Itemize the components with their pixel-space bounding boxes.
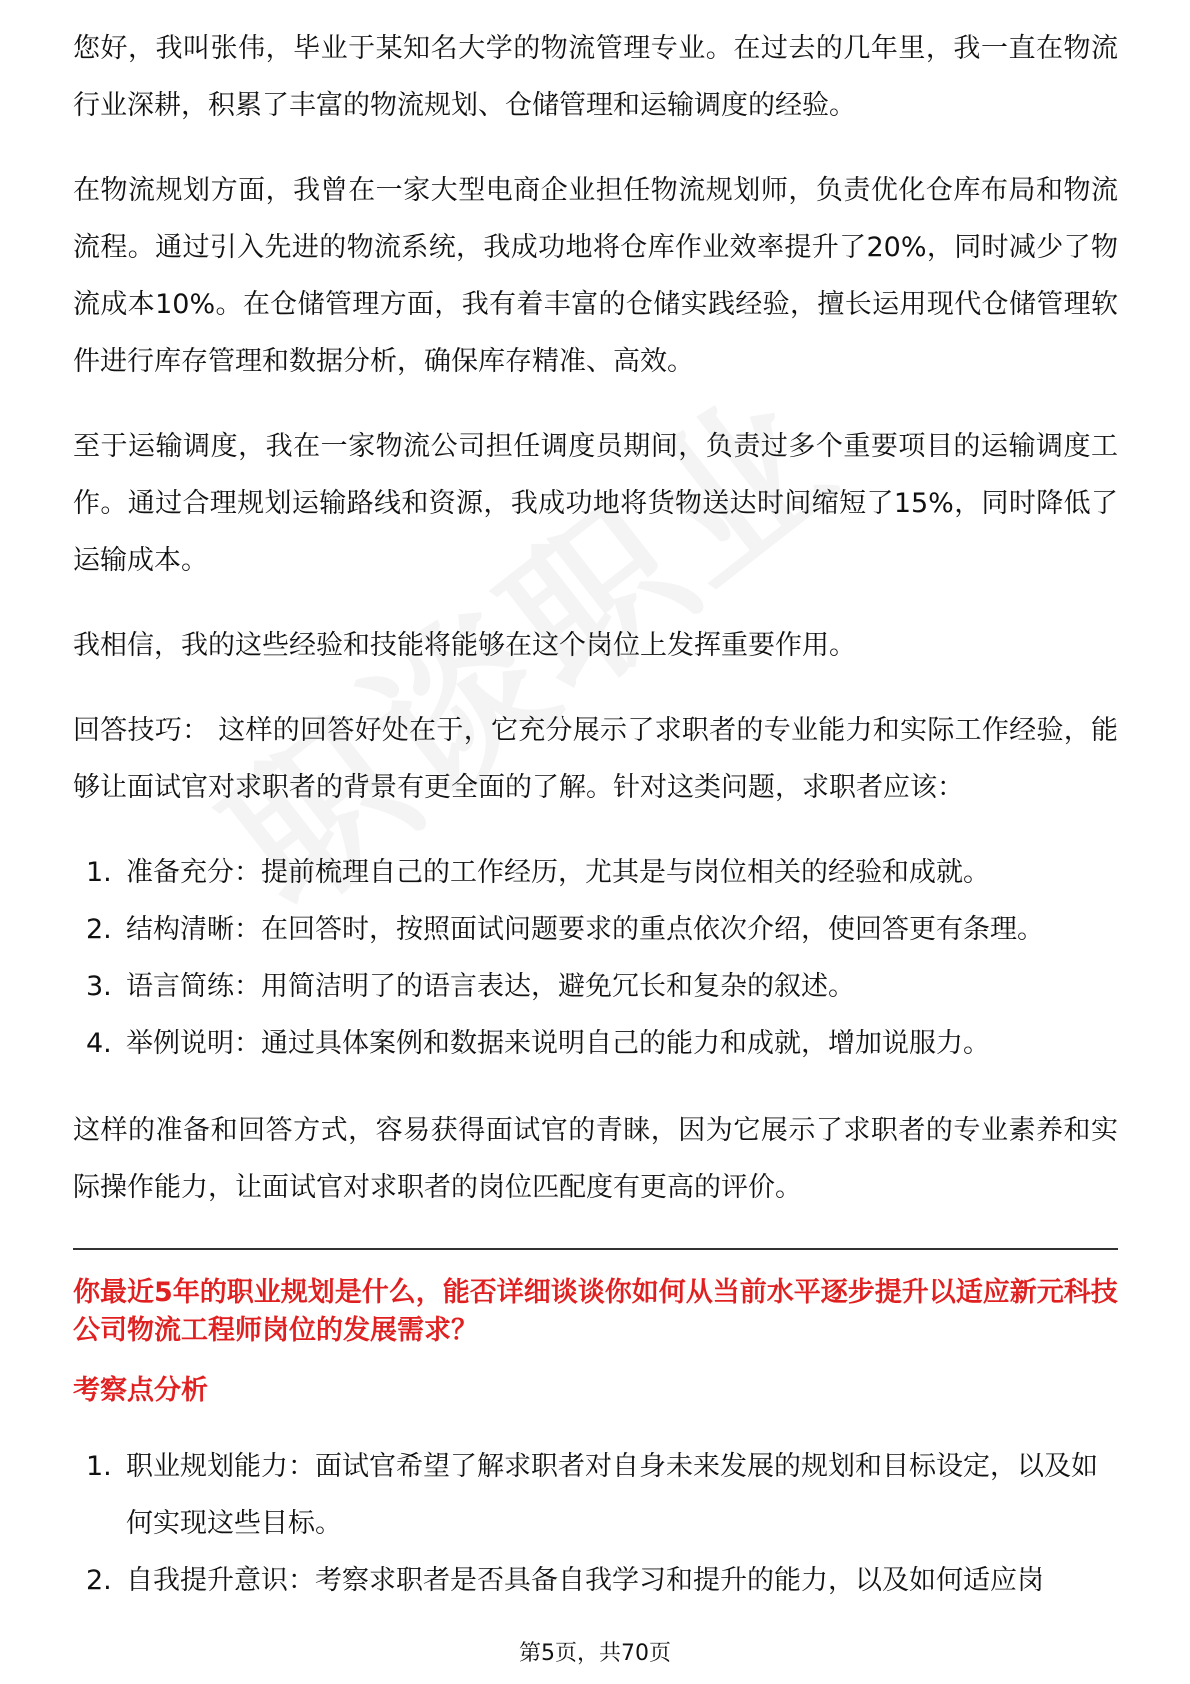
paragraph-intro: 您好，我叫张伟，毕业于某知名大学的物流管理专业。在过去的几年里，我一直在物流行业深耕，积累了丰富的物流规划、仓储管理和运输调度的经验。 (73, 33, 1118, 121)
list-item (73, 1552, 1118, 1609)
analysis-list (73, 1438, 1118, 1609)
list-number: 1. (86, 857, 112, 888)
list-number: 2. (86, 914, 112, 945)
analysis-title: 考察点分析 (73, 1375, 208, 1406)
list-text: 自我提升意识：考察求职者是否具备自我学习和提升的能力，以及如何适应岗 (126, 1565, 1044, 1596)
page-content (73, 32, 1118, 1639)
list-text: 举例说明：通过具体案例和数据来说明自己的能力和成就，增加说服力。 (126, 1028, 990, 1059)
list-text: 准备充分：提前梳理自己的工作经历，尤其是与岗位相关的经验和成就。 (126, 857, 990, 888)
list-number: 1. (86, 1451, 112, 1482)
paragraph-closing: 这样的准备和回答方式，容易获得面试官的青睐，因为它展示了求职者的专业素养和实际操作能力，让面试官对求职者的岗位匹配度有更高的评价。 (73, 1115, 1118, 1203)
list-text: 语言简练：用简洁明了的语言表达，避免冗长和复杂的叙述。 (126, 971, 855, 1002)
list-item (73, 1438, 1118, 1552)
list-number: 3. (86, 971, 112, 1002)
paragraph-belief: 我相信，我的这些经验和技能将能够在这个岗位上发挥重要作用。 (73, 630, 856, 661)
list-number: 2. (86, 1565, 112, 1596)
list-item (73, 844, 1118, 901)
list-text: 结构清晰：在回答时，按照面试问题要求的重点依次介绍，使回答更有条理。 (126, 914, 1044, 945)
page-footer: 第5页，共70页 (519, 1641, 671, 1666)
interview-question: 你最近5年的职业规划是什么，能否详细谈谈你如何从当前水平逐步提升以适应新元科技公司物流工程师岗位的发展需求？ (73, 1277, 1118, 1346)
list-number: 4. (86, 1028, 112, 1059)
paragraph-transport-dispatch: 至于运输调度，我在一家物流公司担任调度员期间，负责过多个重要项目的运输调度工作。通过合理规划运输路线和资源，我成功地将货物送达时间缩短了15%，同时降低了运输成本。 (73, 431, 1118, 576)
paragraph-answer-tips: 回答技巧： 这样的回答好处在于，它充分展示了求职者的专业能力和实际工作经验，能够让面试官对求职者的背景有更全面的了解。针对这类问题，求职者应该： (73, 715, 1118, 803)
tips-list (73, 844, 1118, 1072)
list-text: 职业规划能力：面试官希望了解求职者对自身未来发展的规划和目标设定，以及如何实现这些目标。 (126, 1451, 1098, 1539)
list-item (73, 958, 1118, 1015)
section-divider (73, 1248, 1118, 1250)
paragraph-logistics-planning: 在物流规划方面，我曾在一家大型电商企业担任物流规划师，负责优化仓库布局和物流流程。通过引入先进的物流系统，我成功地将仓库作业效率提升了20%，同时减少了物流成本10%。在仓储管理方面，我有着丰富的仓储实践经验，擅长运用现代仓储管理软件进行库存管理和数据分析，确保库存精准、高效。 (73, 175, 1118, 377)
list-item (73, 1015, 1118, 1072)
list-item (73, 901, 1118, 958)
